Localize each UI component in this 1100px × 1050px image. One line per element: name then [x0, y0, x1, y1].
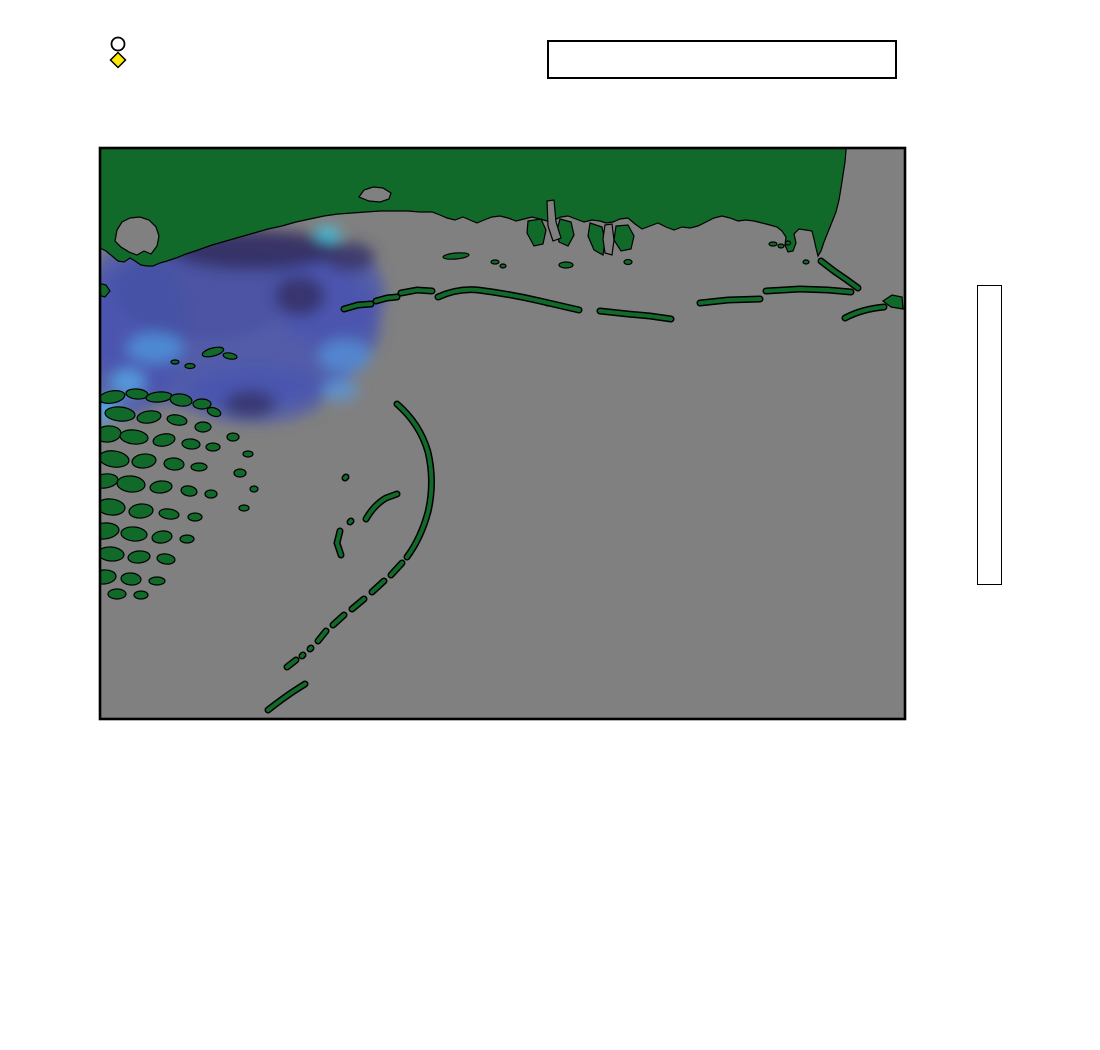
pascagoula-channel [603, 224, 614, 255]
header-legend-markers [111, 38, 126, 68]
usm-instrument-legend-icon [112, 38, 125, 51]
vector-scale-box [547, 40, 897, 79]
ndbc-station-legend-icon [111, 53, 126, 68]
speed-colorbar [977, 285, 1002, 585]
